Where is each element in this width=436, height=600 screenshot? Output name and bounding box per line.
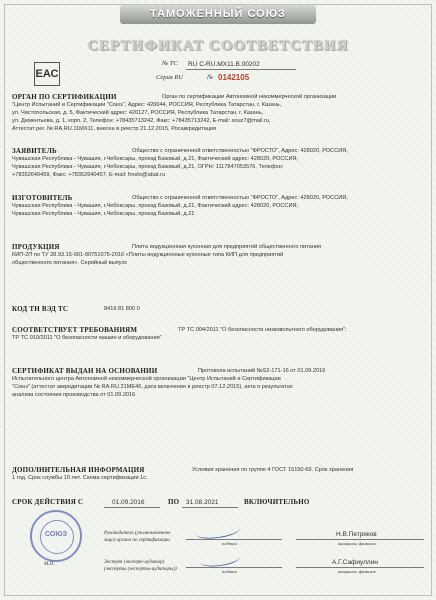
expert-label-1: Эксперт (эксперт-аудитор): [104, 560, 165, 565]
requirements-line-2: ТР ТС 010/2011 "О безопасности машин и оборудования": [12, 335, 162, 341]
validity-to-underline: [182, 507, 238, 508]
additional-line-1: Условия хранения по группе 4 ГОСТ 15150-69. Срок хранения: [192, 467, 354, 473]
product-line-2: КИП-2П по ТУ 28.93.15-001-90751075-2016 «Плиты индукционные кухонные типа КИП для предприятий: [12, 252, 284, 258]
organ-line-3: ул. Чистопольская, д. 5, Фактический адрес: 420127, РОССИЯ, Республика Татарстан, г. Казань,: [12, 110, 264, 116]
requirements-heading: СООТВЕТСТВУЕТ ТРЕБОВАНИЯМ: [12, 326, 138, 334]
expert-signature-line: [186, 567, 282, 568]
organ-line-2: "Центр Испытаний и Сертификации "Союз", Адрес: 420044, РОССИЯ, Республика Татарстан, г. Казань,: [12, 102, 282, 108]
basis-line-3: "Союз" (аттестат аккредитации № RA.RU.21ME46, дата включения в реестр 07.12.2015), акта о результатах: [12, 384, 293, 390]
eac-mark: ЕАС: [34, 62, 60, 86]
validity-to: 31.08.2021: [186, 499, 219, 506]
organ-line-4: ул. Дементьева, д. 1, корп. 2, Телефон: +78435713242, Факс: +78435713242, E-mail: souz7@mail.ru,: [12, 118, 271, 124]
applicant-line-4: +78352640459, Факс: +78352640457, E-mail: frosto@abat.ru: [12, 172, 166, 178]
head-label-1: Руководитель (уполномоченное: [104, 531, 171, 536]
expert-name: А.Г.Сафиуллин: [332, 559, 378, 566]
cert-number-label: № ТС: [162, 60, 178, 67]
head-name-line: [296, 539, 424, 540]
hs-code-heading: КОД ТН ВЭД ТС: [12, 305, 69, 313]
certificate-title: СЕРТИФИКАТ СООТВЕТСТВИЯ: [87, 38, 349, 54]
manufacturer-line-3: Чувашская Республика - Чувашия, г.Чебоксары, проезд Базовый, д.21: [12, 211, 195, 217]
head-name-caption: инициалы, фамилия: [338, 541, 376, 546]
additional-heading: ДОПОЛНИТЕЛЬНАЯ ИНФОРМАЦИЯ: [12, 466, 145, 474]
validity-from: 01.09.2016: [112, 499, 145, 506]
head-label-2: лицо) органа по сертификации: [104, 538, 170, 543]
basis-line-1: Протокола испытаний №S2-171-16 от 01.09.2016: [198, 368, 326, 374]
product-line-3: общественного питания». Серийный выпуск: [12, 260, 127, 266]
additional-line-2: 1 год. Срок службы 10 лет. Схема сертификации 1с.: [12, 475, 148, 481]
organ-heading: ОРГАН ПО СЕРТИФИКАЦИИ: [12, 93, 117, 101]
applicant-line-3: Чувашская Республика - Чувашия, г.Чебоксары, проезд Базовый, д.21, ОГРН: 1117847053576, Телефон:: [12, 164, 284, 170]
certification-seal: СОЮЗ: [30, 510, 82, 562]
head-name: Н.В.Петряков: [336, 531, 377, 538]
validity-inclusive: ВКЛЮЧИТЕЛЬНО: [244, 498, 310, 506]
manufacturer-line-2: Чувашская Республика - Чувашия, г.Чебоксары, проезд Базовый, д.21, Фактический адрес: 428020, РОССИЯ,: [12, 203, 299, 209]
requirements-line-1: ТР ТС 004/2011 "О безопасности низковольтного оборудования";: [178, 327, 347, 333]
expert-label-2: (эксперты (эксперты-аудиторы)): [104, 567, 177, 572]
seal-place-label: М.П.: [44, 562, 55, 567]
organ-line-5: Аттестат рег. № RA.RU.11MX11, внесен в реестр 21.12.2015, Росаккредитация: [12, 126, 217, 132]
product-heading: ПРОДУКЦИЯ: [12, 243, 60, 251]
customs-union-banner: ТАМОЖЕННЫЙ СОЮЗ: [120, 5, 316, 24]
organ-line-1: Орган по сертификации Автономной некоммерческой организации: [162, 94, 337, 100]
head-signature-caption: подпись: [222, 541, 238, 546]
applicant-line-2: Чувашская Республика - Чувашия, г.Чебоксары, проезд Базовый, д.21, Фактический адрес: 428020, РОССИЯ,: [12, 156, 299, 162]
validity-from-underline: [104, 507, 160, 508]
basis-line-4: анализа состояния производства от 01.09.2016: [12, 392, 136, 398]
applicant-line-1: Общество с ограниченной ответственностью "ФРОСТО", Адрес: 428020, РОССИЯ,: [132, 148, 348, 154]
series-number: 0142105: [218, 73, 250, 82]
manufacturer-heading: ИЗГОТОВИТЕЛЬ: [12, 194, 73, 202]
head-signature-line: [186, 539, 282, 540]
series-label: Серия RU: [156, 74, 184, 81]
manufacturer-line-1: Общество с ограниченной ответственностью "ФРОСТО", Адрес: 428020, РОССИЯ,: [132, 195, 348, 201]
basis-heading: СЕРТИФИКАТ ВЫДАН НА ОСНОВАНИИ: [12, 367, 158, 375]
cert-number-underline: [186, 69, 296, 70]
series-number-label: №: [207, 74, 214, 81]
expert-name-line: [296, 567, 424, 568]
expert-name-caption: инициалы, фамилия: [338, 569, 376, 574]
cert-number-value: RU C-RU.MX11.B.00202: [188, 61, 260, 68]
hs-code-value: 8419 81 800 0: [104, 306, 140, 312]
validity-to-label: ПО: [168, 498, 180, 506]
applicant-heading: ЗАЯВИТЕЛЬ: [12, 147, 57, 155]
validity-label: СРОК ДЕЙСТВИЯ С: [12, 498, 84, 506]
basis-line-2: Испытательного центра Автономной некоммерческой организации "Центр Испытаний и Сертификации: [12, 376, 281, 382]
expert-signature-caption: подпись: [222, 569, 238, 574]
product-line-1: Плита индукционная кухонная для предприятий общественного питания: [132, 244, 322, 250]
